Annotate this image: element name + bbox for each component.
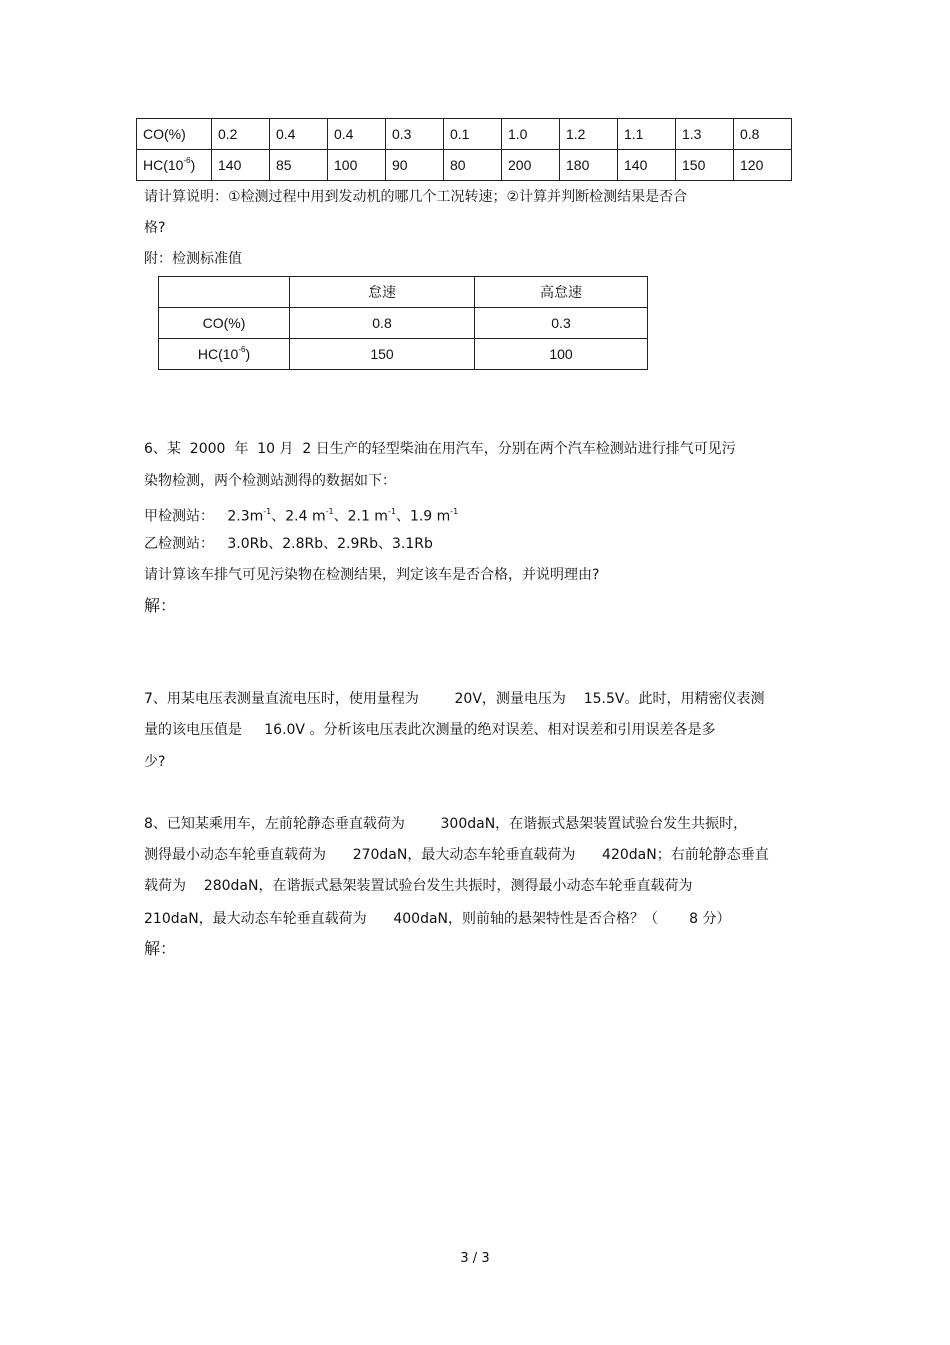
table-cell: 0.3: [475, 308, 648, 339]
table-row: [159, 339, 648, 370]
table-cell: 1.0: [502, 119, 560, 150]
q6-line1: 6、某 2000 年 10 月 2 日生产的轻型柴油在用汽车，分别在两个汽车检测站进行排气可见污: [144, 441, 736, 457]
q8-line2: 测得最小动态车轮垂直载荷为 270daN，最大动态车轮垂直载荷为 420daN；右前轮静态垂直: [144, 847, 769, 863]
table-header-cell: 高怠速: [475, 277, 648, 308]
table-cell: 100: [328, 150, 386, 181]
table-cell: 150: [676, 150, 734, 181]
table-cell: 1.2: [560, 119, 618, 150]
table-header-row: [159, 277, 648, 308]
standard-values-table: [158, 276, 648, 370]
table-header-cell: [159, 277, 290, 308]
table-cell: 0.3: [386, 119, 444, 150]
table-cell: 100: [475, 339, 648, 370]
q6-question: 请计算该车排气可见污染物在检测结果，判定该车是否合格，并说明理由?: [144, 567, 600, 583]
q5-question-cont: 格?: [144, 220, 166, 236]
q6-station-b: 乙检测站： 3.0Rb、2.8Rb、2.9Rb、3.1Rb: [144, 536, 433, 552]
table-cell: 200: [502, 150, 560, 181]
row-label: $HC(10^{-6})$: [159, 339, 290, 370]
q8-answer-label: 解：: [144, 939, 177, 958]
table-cell: 140: [212, 150, 270, 181]
measurement-table: [136, 118, 792, 181]
q6-answer-label: 解：: [144, 596, 177, 615]
table-cell: 0.8: [290, 308, 475, 339]
table-cell: 0.4: [270, 119, 328, 150]
row-label: CO(%): [137, 119, 212, 150]
table-cell: 1.1: [618, 119, 676, 150]
table-cell: 150: [290, 339, 475, 370]
q8-line1: 8、已知某乘用车，左前轮静态垂直载荷为 300daN，在谐振式悬架装置试验台发生共振时，: [144, 816, 748, 832]
table-cell: 0.8: [734, 119, 792, 150]
q5-question: 请计算说明：①检测过程中用到发动机的哪几个工况转速；②计算并判断检测结果是否合: [144, 189, 688, 205]
page-number: 3 / 3: [460, 1251, 490, 1266]
table-header-cell: 怠速: [290, 277, 475, 308]
q6-station-a: 甲检测站： $2.3m^{-1}$、2.4 $m^{-1}$、2.1 $m^{-1}$、1.9 $m^{-1}$: [144, 507, 459, 525]
q5-appendix: 附：检测标准值: [144, 251, 242, 267]
table-cell: 85: [270, 150, 328, 181]
table-cell: 1.3: [676, 119, 734, 150]
table-row: [137, 150, 792, 181]
table-cell: 0.4: [328, 119, 386, 150]
table-row: [137, 119, 792, 150]
table-cell: 120: [734, 150, 792, 181]
table-cell: 90: [386, 150, 444, 181]
q7-line3: 少?: [144, 754, 166, 770]
q8-line3: 载荷为 280daN，在谐振式悬架装置试验台发生共振时，测得最小动态车轮垂直载荷为: [144, 878, 693, 894]
table-cell: 80: [444, 150, 502, 181]
table-cell: 140: [618, 150, 676, 181]
table-cell: 0.1: [444, 119, 502, 150]
row-label: CO(%): [159, 308, 290, 339]
table-cell: 0.2: [212, 119, 270, 150]
table-cell: 180: [560, 150, 618, 181]
q7-line2: 量的该电压值是 16.0V 。分析该电压表此次测量的绝对误差、相对误差和引用误差各是多: [144, 722, 716, 738]
q7-line1: 7、用某电压表测量直流电压时，使用量程为 20V，测量电压为 15.5V。此时，用精密仪表测: [144, 691, 765, 707]
table-row: [159, 308, 648, 339]
row-label: $HC(10^{-6})$: [137, 150, 212, 181]
q6-line2: 染物检测，两个检测站测得的数据如下：: [144, 473, 396, 489]
q8-line4: 210daN，最大动态车轮垂直载荷为 400daN，则前轴的悬架特性是否合格？（ 8 分）: [144, 911, 731, 927]
